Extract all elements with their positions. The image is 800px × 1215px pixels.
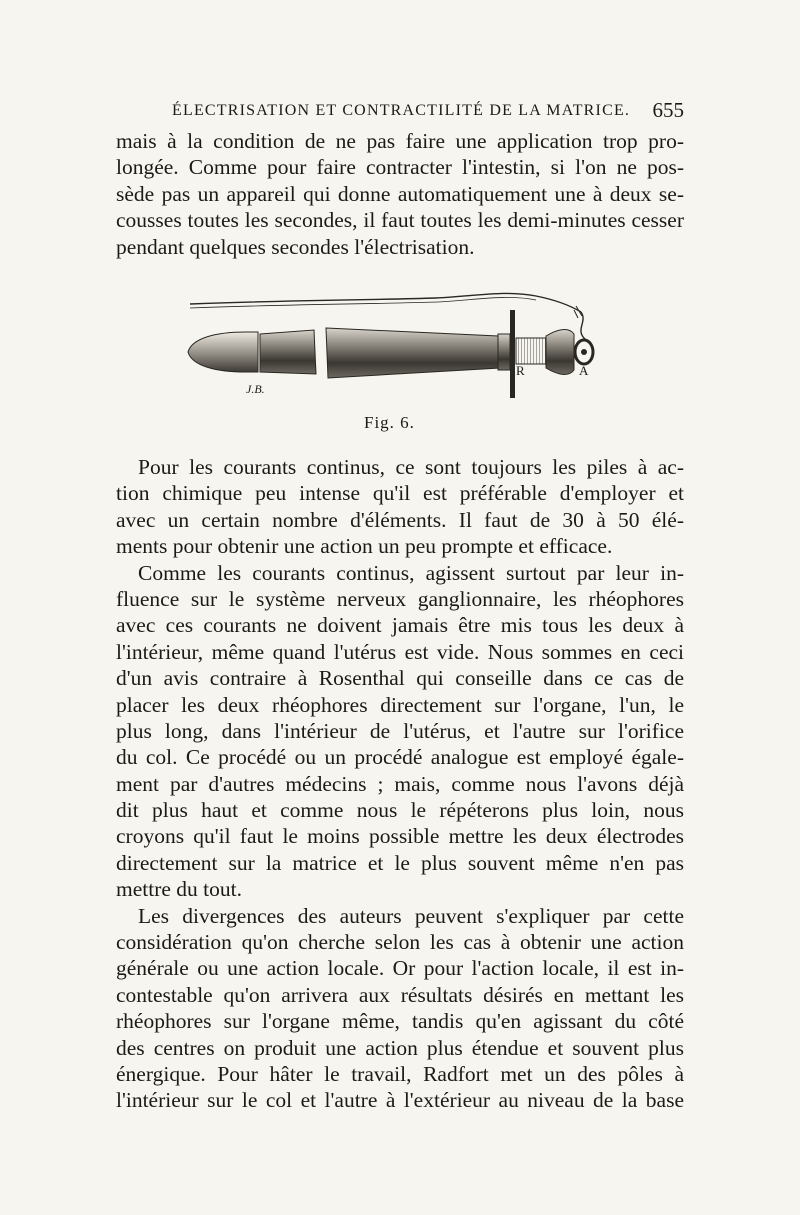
text-line: ment par d'autres médecins ; mais, comme nous l'avons déjà	[116, 771, 684, 796]
running-header	[116, 96, 684, 124]
text-line: pendant quelques secondes l'électrisation.	[116, 234, 475, 259]
text-line: avec un certain nombre d'éléments. Il faut de 30 à 50 élé-	[116, 507, 684, 532]
text-line: longée. Comme pour faire contracter l'intestin, si l'on ne pos-	[116, 155, 684, 180]
figure-label-r: R	[516, 363, 525, 378]
text-line: l'intérieur, même quand l'utérus est vide. Nous sommes en ceci	[116, 639, 684, 664]
text-line: énergique. Pour hâter le travail, Radfort met un des pôles à	[116, 1061, 684, 1086]
text-line: des centres on produit une action plus étendue et souvent plus	[116, 1035, 684, 1060]
text-line: Les divergences des auteurs peuvent s'expliquer par cette	[138, 903, 684, 928]
text-line: sède pas un appareil qui donne automatiquement une à deux se-	[116, 181, 684, 206]
text-line: croyons qu'il faut le moins possible mettre les deux électrodes	[116, 824, 684, 849]
text-line: avec ces courants ne doivent jamais être mis tous les deux à	[116, 613, 684, 638]
text-line: dit plus haut et comme nous le répéterons plus loin, nous	[116, 798, 684, 823]
text-line: Comme les courants continus, agissent surtout par leur in-	[138, 560, 684, 585]
text-line: fluence sur le système nerveux ganglionnaire, les rhéophores	[116, 586, 684, 611]
text-line: placer les deux rhéophores directement sur l'organe, l'un, le	[116, 692, 684, 717]
text-line: mettre du tout.	[116, 877, 242, 902]
text-line: considération qu'on cherche selon les cas à obtenir une action	[116, 930, 684, 955]
text-line: ments pour obtenir une action un peu prompte et efficace.	[116, 534, 613, 559]
figure-caption: Fig. 6.	[364, 413, 415, 432]
text-line: mais à la condition de ne pas faire une application trop pro-	[116, 129, 684, 153]
text-line: rhéophores sur l'organe même, tandis qu'en agissant du côté	[116, 1009, 684, 1034]
text-line: l'intérieur sur le col et l'autre à l'extérieur au niveau de la base	[116, 1088, 684, 1113]
text-line: contestable qu'on arrivera aux résultats désirés en mettant les	[116, 982, 684, 1007]
figure-label-a: A	[579, 363, 589, 378]
text-line: du col. Ce procédé ou un procédé analogue est employé égale-	[116, 745, 684, 770]
body-text	[116, 454, 684, 1114]
text-line: générale ou une action locale. Or pour l'action locale, il est in-	[116, 956, 684, 981]
paragraph-1	[116, 128, 684, 260]
text-line: d'un avis contraire à Rosenthal qui conseille dans ce cas de	[116, 666, 684, 691]
text-line: tion chimique peu intense qu'il est préférable d'employer et	[116, 481, 684, 506]
engraver-signature: J.B.	[246, 382, 265, 396]
text-line: directement sur la matrice et le plus souvent même n'en pas	[116, 850, 684, 875]
text-line: plus long, dans l'intérieur de l'utérus, et l'autre sur l'orifice	[116, 718, 684, 743]
page-number: 655	[652, 98, 684, 122]
text-line: Pour les courants continus, ce sont toujours les piles à ac-	[138, 455, 684, 479]
running-title: ÉLECTRISATION ET CONTRACTILITÉ DE LA MATRICE.	[172, 102, 631, 119]
text-line: cousses toutes les secondes, il faut toutes les demi-minutes cesser	[116, 208, 684, 233]
